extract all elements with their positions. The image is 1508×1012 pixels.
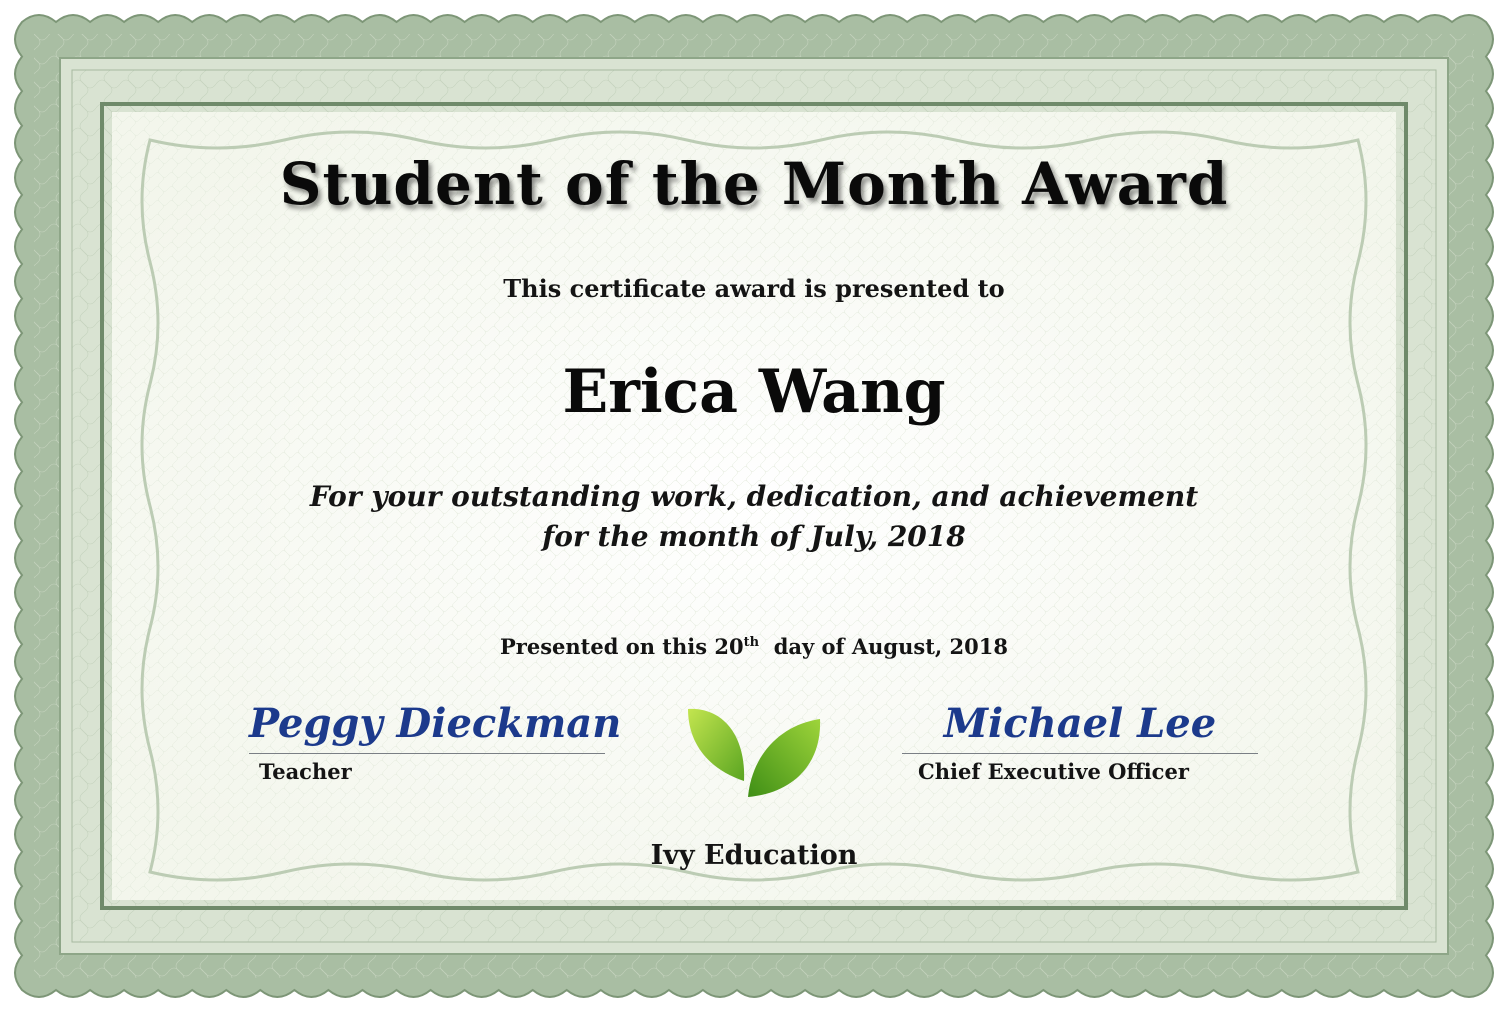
signature-teacher: Peggy Dieckman — [249, 700, 622, 747]
signature-line — [902, 753, 1258, 754]
presented-ordinal: th — [743, 635, 760, 650]
signature-role-teacher: Teacher — [259, 759, 352, 784]
presented-suffix: day of August, 2018 — [773, 634, 1008, 659]
recipient-name: Erica Wang — [562, 357, 946, 427]
signature-role-ceo: Chief Executive Officer — [918, 759, 1189, 784]
organization-name: Ivy Education — [650, 840, 858, 871]
leaf-right — [748, 719, 820, 797]
signature-block-teacher — [249, 695, 622, 784]
presented-prefix: Presented on this 20 — [500, 634, 744, 659]
reason-line-2: for the month of July, 2018 — [542, 520, 966, 553]
leaf-left — [688, 709, 744, 781]
signature-block-ceo — [902, 695, 1258, 784]
presented-to-line: This certificate award is presented to — [503, 274, 1005, 303]
signature-line — [249, 753, 605, 754]
reason-line-1: For your outstanding work, dedication, and achievement — [309, 480, 1199, 513]
signature-ceo: Michael Lee — [943, 700, 1217, 747]
certificate-title: Student of the Month Award — [279, 150, 1229, 218]
leaves-logo-icon — [684, 703, 824, 799]
presented-date-line — [0, 634, 1508, 659]
